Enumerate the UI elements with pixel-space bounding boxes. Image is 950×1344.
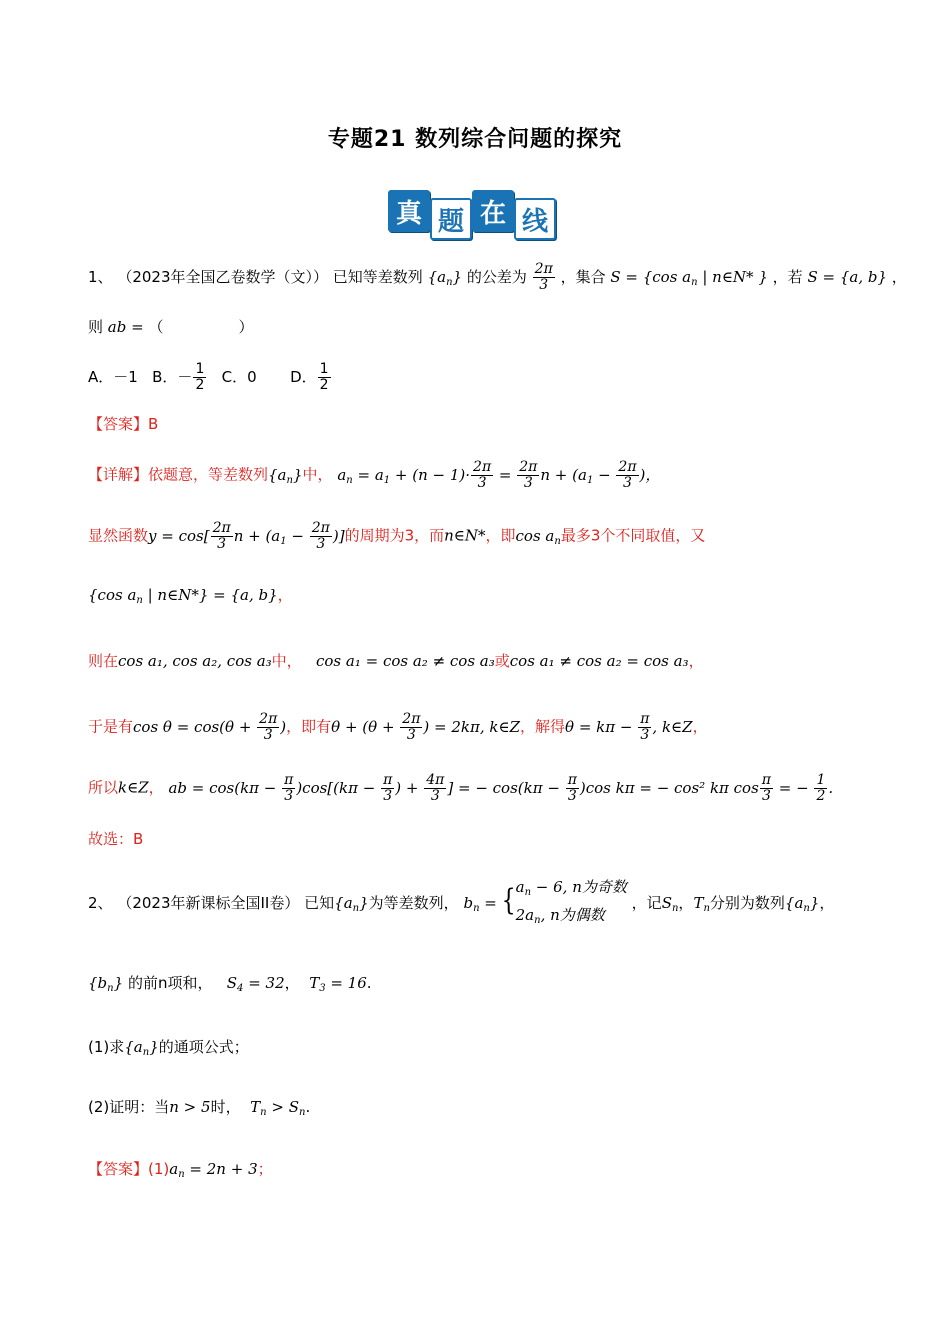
banner-tile-1: 真	[388, 190, 430, 232]
q1-detail-line-6: 所以k∈Z， ab = cos(kπ − $\frac{\pi}{3}$ )cos[(kπ − $\frac{\pi}{3}$ ) + $\frac{4\pi}{3}$ ] = − cos(kπ − $\frac{\pi}{3}$ )cos kπ = − cos² kπ cos $\frac{\pi}{3}$ = − $\frac{1}{2}$ .	[88, 772, 834, 804]
detail-formula: $a_n = a_1 + (n - 1)\cdot$ $\frac{2\pi}{3}$ = $\frac{2\pi}{3}$ $n + (a_1$ − $\frac{2\pi}{3}$ )，	[337, 459, 661, 491]
common-difference: $\frac{2\pi}{3}$	[534, 261, 553, 293]
q2-part-1: (1)求$\{a_n\}$的通项公式；	[88, 1038, 249, 1058]
q1-detail-line-2: 显然函数y = cos[ $\frac{2\pi}{3}$ $n + (a_1$ − $\frac{2\pi}{3}$ )]的周期为3，而n∈N*，即$\cos a_n$最多3个不同取值，又	[88, 520, 706, 552]
q1-answer: 【答案】B	[88, 415, 159, 433]
banner-tile-2: 题	[430, 198, 472, 240]
option-c: C．0	[221, 368, 257, 386]
q1-ask: 则 ab = （ ）	[88, 318, 254, 336]
answer-blank: （ ）	[148, 318, 254, 336]
banner-tile-3: 在	[472, 190, 514, 232]
q1-choose: 故选：B	[88, 830, 144, 848]
option-d: D． $\frac{1}{2}$	[290, 361, 329, 393]
page-title: 专题21 数列综合问题的探究	[327, 127, 623, 152]
q2-number: 2、	[88, 894, 113, 912]
banner-tile-4: 线	[514, 198, 556, 240]
q1-source: （2023年全国乙卷数学（文））	[117, 268, 329, 286]
q1-detail-line-1: 【详解】依题意，等差数列$\{a_n\}$中， $a_n = a_1 + (n - 1)\cdot$ $\frac{2\pi}{3}$ = $\frac{2\pi}{3}$ $n + (a_1$ − $\frac{2\pi}{3}$ )，	[88, 459, 661, 491]
q1-number: 1、	[88, 268, 113, 286]
set-S-equals: S = {a, b}	[807, 268, 888, 286]
section-banner	[388, 190, 556, 240]
q2-source: （2023年新课标全国II卷）	[117, 894, 300, 912]
q1-stem: 1、 （2023年全国乙卷数学（文）） 已知等差数列 $\{a_n\}$ 的公差为 $\frac{2\pi}{3}$ ，集合 S = {cos $a_n$ | n∈N* } ，若 S = {a, b} ，	[88, 261, 907, 293]
ask-expr: ab =	[107, 318, 144, 336]
q1-detail-line-3: {cos $a_n$ | n∈N*} = {a, b}，	[88, 586, 293, 606]
q2-line-2: $\{b_n\}$ 的前n项和， $S_4 = 32$， $T_3 = 16$.	[88, 974, 372, 994]
q1-options	[88, 362, 332, 393]
q2-stem: 2、 （2023年新课标全国II卷） 已知$\{a_n\}$为等差数列， $b_n$ = { $a_n - 6$, n为奇数 $2a_n$, n为偶数 ，记$S_n$，$T_n$分别为数列$\{a_n\}$，	[88, 878, 835, 926]
option-b: B．－ $\frac{1}{2}$	[152, 361, 205, 393]
q1-detail-line-5: 于是有cos θ = cos(θ + $\frac{2\pi}{3}$ )，即有θ + (θ + $\frac{2\pi}{3}$ ) = 2kπ, k∈Z，解得θ = kπ − $\frac{\pi}{3}$ , k∈Z，	[88, 711, 708, 743]
q1-detail-line-4: 则在cos a₁, cos a₂, cos a₃中， cos a₁ = cos a₂ ≠ cos a₃或cos a₁ ≠ cos a₂ = cos a₃，	[88, 652, 704, 670]
piecewise-bn: $b_n$ = { $a_n - 6$, n为奇数 $2a_n$, n为偶数	[463, 878, 627, 926]
q2-answer: 【答案】$(1)a_n = 2n + 3$；	[88, 1160, 273, 1180]
q2-part-2: (2)证明：当n > 5时， $T_n > S_n$.	[88, 1098, 311, 1118]
set-S: S = {cos $a_n$ | n∈N* }	[610, 268, 768, 288]
seq-a: $\{a_n\}$	[427, 268, 463, 288]
option-a: A．－1	[88, 368, 138, 386]
